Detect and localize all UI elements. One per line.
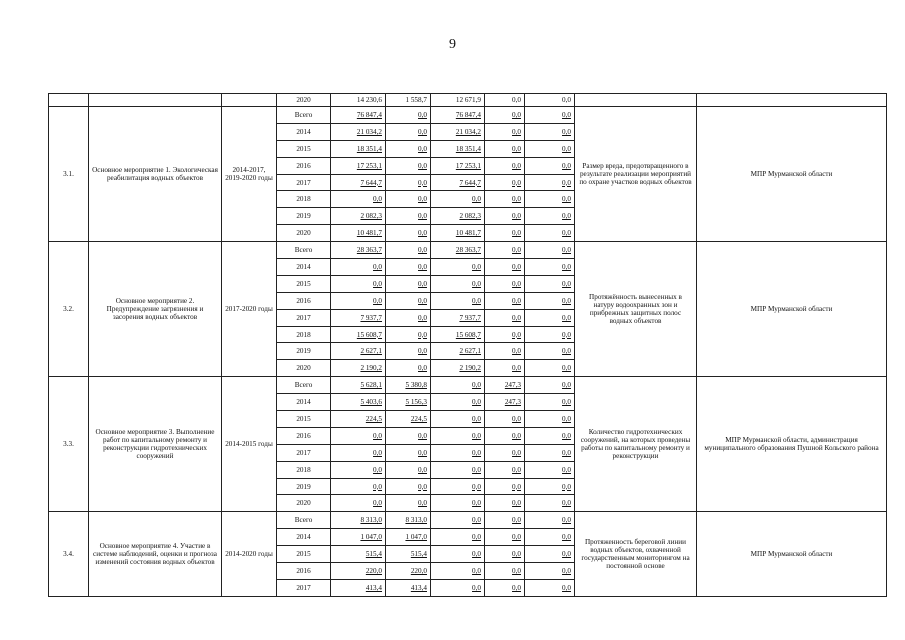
cell-value: 0,0	[431, 191, 485, 208]
cell-value: 21 034,2	[431, 123, 485, 140]
section-indicator: Протяжённость вынесенных в натуру водоохранных зон и прибрежных защитных полос водных объектов	[575, 242, 697, 377]
cell-value: 0,0	[525, 174, 575, 191]
cell-value: 8 313,0	[331, 512, 386, 529]
cell-value: 0,0	[431, 495, 485, 512]
cell-year: 2015	[277, 275, 331, 292]
cell-value: 0,0	[485, 208, 525, 225]
cell-value: 0,0	[525, 512, 575, 529]
cell-value: 7 644,7	[431, 174, 485, 191]
cell-value: 8 313,0	[386, 512, 431, 529]
table-row	[49, 242, 887, 259]
page-number: 9	[449, 37, 456, 52]
cell-value: 0,0	[386, 495, 431, 512]
cell-value: 0,0	[525, 140, 575, 157]
cell-year: 2017	[277, 174, 331, 191]
section-executor: МПР Мурманской области, администрация муниципального образования Пушной Кольского района	[697, 377, 887, 512]
cell-value: 1 558,7	[386, 94, 431, 107]
cell-value: 17 253,1	[431, 157, 485, 174]
cell-value: 0,0	[485, 529, 525, 546]
cell-value: 0,0	[386, 191, 431, 208]
cell-year: 2016	[277, 157, 331, 174]
cell-value: 0,0	[431, 563, 485, 580]
cell-year: Всего	[277, 377, 331, 394]
cell-value: 0,0	[525, 208, 575, 225]
cell-value: 0,0	[525, 563, 575, 580]
cell-value: 413,4	[386, 579, 431, 596]
cell-year: 2020	[277, 495, 331, 512]
cell-value: 0,0	[525, 326, 575, 343]
cell-value: 0,0	[525, 225, 575, 242]
cell-value: 0,0	[525, 157, 575, 174]
cell-value: 0,0	[386, 225, 431, 242]
cell-year: 2015	[277, 546, 331, 563]
cell-year: 2017	[277, 444, 331, 461]
cell-value: 0,0	[525, 191, 575, 208]
cell-year: 2017	[277, 309, 331, 326]
cell-value: 7 937,7	[431, 309, 485, 326]
cell-value: 0,0	[386, 259, 431, 276]
cell-value: 0,0	[525, 275, 575, 292]
cell-value: 28 363,7	[331, 242, 386, 259]
cell-value: 0,0	[525, 242, 575, 259]
cell-value: 0,0	[431, 444, 485, 461]
cell-value: 2 082,3	[431, 208, 485, 225]
cell-value: 0,0	[331, 191, 386, 208]
cell-year: 2018	[277, 191, 331, 208]
cell-value: 76 847,4	[331, 107, 386, 124]
cell-value: 0,0	[386, 208, 431, 225]
cell-value: 0,0	[485, 411, 525, 428]
cell-num	[49, 94, 89, 107]
cell-value: 12 671,9	[431, 94, 485, 107]
cell-value: 0,0	[485, 94, 525, 107]
cell-value: 0,0	[485, 444, 525, 461]
cell-value: 28 363,7	[431, 242, 485, 259]
cell-value: 0,0	[431, 529, 485, 546]
cell-value: 0,0	[525, 579, 575, 596]
cell-value: 0,0	[485, 343, 525, 360]
cell-value: 0,0	[431, 275, 485, 292]
cell-value: 0,0	[386, 157, 431, 174]
cell-year: 2016	[277, 292, 331, 309]
cell-value: 0,0	[485, 579, 525, 596]
program-table	[48, 93, 887, 597]
cell-value: 0,0	[525, 411, 575, 428]
cell-value: 0,0	[485, 259, 525, 276]
cell-value: 0,0	[331, 478, 386, 495]
cell-year: 2019	[277, 343, 331, 360]
cell-value: 0,0	[525, 529, 575, 546]
cell-value: 0,0	[525, 427, 575, 444]
cell-value: 0,0	[386, 242, 431, 259]
cell-value: 0,0	[485, 242, 525, 259]
cell-value: 0,0	[525, 94, 575, 107]
cell-value: 0,0	[485, 512, 525, 529]
cell-year: 2020	[277, 94, 331, 107]
cell-value: 0,0	[386, 326, 431, 343]
cell-value: 0,0	[331, 259, 386, 276]
cell-value: 0,0	[431, 546, 485, 563]
cell-value: 0,0	[331, 444, 386, 461]
section-period: 2014-2017, 2019-2020 годы	[222, 107, 277, 242]
cell-year: Всего	[277, 512, 331, 529]
cell-value: 224,5	[331, 411, 386, 428]
section-executor: МПР Мурманской области	[697, 242, 887, 377]
section-number: 3.2.	[49, 242, 89, 377]
cell-year: 2017	[277, 579, 331, 596]
cell-year: 2016	[277, 563, 331, 580]
cell-value: 0,0	[525, 309, 575, 326]
cell-value: 7 644,7	[331, 174, 386, 191]
cell-value: 0,0	[386, 174, 431, 191]
section-name: Основное мероприятие 4. Участие в системе наблюдений, оценки и прогноза изменений состояния водных объектов	[89, 512, 222, 596]
cell-value: 413,4	[331, 579, 386, 596]
cell-value: 17 253,1	[331, 157, 386, 174]
section-name: Основное мероприятие 2. Предупреждение загрязнения и засорения водных объектов	[89, 242, 222, 377]
cell-value: 0,0	[485, 292, 525, 309]
section-period: 2017-2020 годы	[222, 242, 277, 377]
cell-period	[222, 94, 277, 107]
cell-value: 15 608,7	[331, 326, 386, 343]
cell-year: Всего	[277, 107, 331, 124]
cell-value: 0,0	[431, 259, 485, 276]
cell-value: 0,0	[386, 275, 431, 292]
cell-name	[89, 94, 222, 107]
cell-value: 247,3	[485, 377, 525, 394]
section-number: 3.3.	[49, 377, 89, 512]
cell-value: 2 627,1	[331, 343, 386, 360]
cell-value: 0,0	[431, 377, 485, 394]
cell-value: 2 190,2	[431, 360, 485, 377]
cell-value: 0,0	[525, 343, 575, 360]
cell-value: 0,0	[331, 427, 386, 444]
cell-value: 21 034,2	[331, 123, 386, 140]
cell-value: 0,0	[525, 259, 575, 276]
cell-value: 0,0	[485, 191, 525, 208]
cell-indicator	[575, 94, 697, 107]
cell-year: 2014	[277, 394, 331, 411]
table-row	[49, 94, 887, 107]
cell-value: 0,0	[525, 461, 575, 478]
cell-value: 0,0	[386, 360, 431, 377]
cell-value: 2 190,2	[331, 360, 386, 377]
cell-year: 2014	[277, 123, 331, 140]
cell-value: 0,0	[485, 123, 525, 140]
cell-year: 2014	[277, 259, 331, 276]
cell-value: 0,0	[525, 123, 575, 140]
cell-value: 0,0	[525, 444, 575, 461]
cell-value: 0,0	[485, 563, 525, 580]
cell-value: 0,0	[386, 427, 431, 444]
cell-value: 18 351,4	[431, 140, 485, 157]
cell-value: 0,0	[485, 478, 525, 495]
cell-value: 0,0	[431, 411, 485, 428]
cell-value: 0,0	[485, 225, 525, 242]
cell-value: 0,0	[431, 461, 485, 478]
cell-value: 0,0	[525, 360, 575, 377]
cell-value: 2 082,3	[331, 208, 386, 225]
cell-value: 0,0	[485, 461, 525, 478]
cell-value: 0,0	[485, 107, 525, 124]
cell-year: 2019	[277, 208, 331, 225]
table-row	[49, 512, 887, 529]
cell-value: 0,0	[431, 292, 485, 309]
cell-value: 515,4	[386, 546, 431, 563]
cell-value: 5 403,6	[331, 394, 386, 411]
table-row	[49, 377, 887, 394]
section-name: Основное мероприятие 3. Выполнение работ по капитальному ремонту и реконструкции гидротехнических сооружений	[89, 377, 222, 512]
cell-value: 220,0	[386, 563, 431, 580]
cell-value: 10 481,7	[331, 225, 386, 242]
cell-year: 2015	[277, 140, 331, 157]
cell-value: 0,0	[331, 461, 386, 478]
cell-value: 0,0	[386, 140, 431, 157]
cell-value: 0,0	[485, 326, 525, 343]
section-name: Основное мероприятие 1. Экологическая реабилитация водных объектов	[89, 107, 222, 242]
cell-value: 0,0	[485, 309, 525, 326]
cell-value: 0,0	[331, 292, 386, 309]
cell-value: 0,0	[485, 157, 525, 174]
cell-value: 0,0	[525, 377, 575, 394]
section-number: 3.4.	[49, 512, 89, 596]
cell-value: 0,0	[431, 427, 485, 444]
cell-value: 0,0	[485, 140, 525, 157]
cell-value: 0,0	[431, 512, 485, 529]
cell-value: 0,0	[485, 495, 525, 512]
cell-value: 5 156,3	[386, 394, 431, 411]
cell-value: 0,0	[431, 478, 485, 495]
section-indicator: Размер вреда, предотвращенного в результате реализации мероприятий по охране участков водных объектов	[575, 107, 697, 242]
cell-value: 0,0	[386, 478, 431, 495]
cell-value: 0,0	[525, 546, 575, 563]
cell-year: 2016	[277, 427, 331, 444]
cell-year: 2018	[277, 461, 331, 478]
cell-value: 0,0	[485, 174, 525, 191]
section-number: 3.1.	[49, 107, 89, 242]
cell-value: 14 230,6	[331, 94, 386, 107]
table-body	[49, 94, 887, 597]
cell-value: 5 628,1	[331, 377, 386, 394]
cell-value: 220,0	[331, 563, 386, 580]
cell-value: 1 047,0	[331, 529, 386, 546]
cell-value: 0,0	[485, 427, 525, 444]
cell-value: 515,4	[331, 546, 386, 563]
cell-value: 10 481,7	[431, 225, 485, 242]
cell-value: 5 380,8	[386, 377, 431, 394]
cell-value: 0,0	[525, 394, 575, 411]
table-row	[49, 107, 887, 124]
cell-value: 0,0	[431, 394, 485, 411]
cell-value: 0,0	[386, 343, 431, 360]
cell-year: 2018	[277, 326, 331, 343]
cell-year: 2014	[277, 529, 331, 546]
cell-year: 2015	[277, 411, 331, 428]
cell-value: 2 627,1	[431, 343, 485, 360]
cell-value: 0,0	[525, 495, 575, 512]
cell-year: 2019	[277, 478, 331, 495]
cell-year: Всего	[277, 242, 331, 259]
cell-value: 15 608,7	[431, 326, 485, 343]
cell-value: 18 351,4	[331, 140, 386, 157]
cell-value: 0,0	[485, 275, 525, 292]
cell-value: 0,0	[331, 275, 386, 292]
section-executor: МПР Мурманской области	[697, 512, 887, 596]
cell-value: 0,0	[485, 360, 525, 377]
cell-year: 2020	[277, 360, 331, 377]
cell-value: 0,0	[431, 579, 485, 596]
cell-value: 1 047,0	[386, 529, 431, 546]
section-period: 2014-2020 годы	[222, 512, 277, 596]
cell-value: 0,0	[386, 292, 431, 309]
cell-value: 0,0	[525, 478, 575, 495]
cell-executor	[697, 94, 887, 107]
cell-value: 0,0	[525, 292, 575, 309]
cell-year: 2020	[277, 225, 331, 242]
section-period: 2014-2015 годы	[222, 377, 277, 512]
cell-value: 7 937,7	[331, 309, 386, 326]
cell-value: 224,5	[386, 411, 431, 428]
cell-value: 247,3	[485, 394, 525, 411]
cell-value: 0,0	[386, 444, 431, 461]
section-indicator: Количество гидротехнических сооружений, на которых проведены работы по капитальному ремонту и реконструкции	[575, 377, 697, 512]
cell-value: 0,0	[331, 495, 386, 512]
cell-value: 76 847,4	[431, 107, 485, 124]
cell-value: 0,0	[525, 107, 575, 124]
cell-value: 0,0	[386, 107, 431, 124]
section-executor: МПР Мурманской области	[697, 107, 887, 242]
cell-value: 0,0	[386, 461, 431, 478]
cell-value: 0,0	[386, 309, 431, 326]
section-indicator: Протяженность береговой линии водных объектов, охваченной государственным мониторингом на постоянной основе	[575, 512, 697, 596]
cell-value: 0,0	[485, 546, 525, 563]
cell-value: 0,0	[386, 123, 431, 140]
